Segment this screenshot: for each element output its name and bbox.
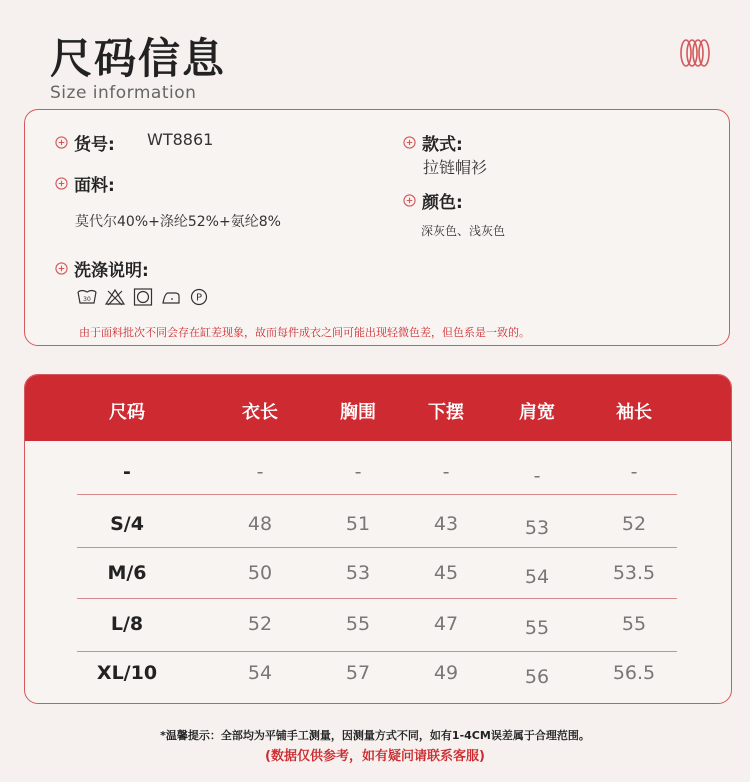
table-cell: 45 xyxy=(433,562,459,584)
table-cell: - xyxy=(354,461,362,483)
plus-circle-icon xyxy=(55,177,68,190)
table-cell: 53 xyxy=(345,562,371,584)
page-title: 尺码信息 xyxy=(50,34,227,83)
table-cell: 50 xyxy=(247,562,273,584)
svg-text:30: 30 xyxy=(83,296,91,303)
table-cell: 53.5 xyxy=(612,562,656,584)
header-sleeve: 袖长 xyxy=(616,402,652,423)
no-bleach-icon xyxy=(105,288,125,306)
size-table xyxy=(24,374,732,704)
table-cell: L/8 xyxy=(110,613,144,635)
table-cell: 49 xyxy=(433,662,459,684)
row-divider xyxy=(77,598,677,599)
table-cell: 52 xyxy=(247,613,273,635)
color-value: 深灰色、浅灰色 xyxy=(421,224,506,238)
table-cell: 47 xyxy=(433,613,459,635)
header-shoulder: 肩宽 xyxy=(519,402,555,423)
plus-circle-icon xyxy=(403,194,416,207)
table-cell: - xyxy=(630,461,638,483)
table-cell: 56 xyxy=(524,666,550,688)
header-length: 衣长 xyxy=(242,402,278,423)
table-header-row xyxy=(25,375,731,441)
plus-circle-icon xyxy=(55,262,68,275)
tumble-dry-icon xyxy=(133,288,153,306)
table-cell: 56.5 xyxy=(612,662,656,684)
header-size: 尺码 xyxy=(109,402,145,423)
wash-30-icon xyxy=(77,288,97,306)
row-divider xyxy=(77,494,677,495)
color-difference-notice: 由于面料批次不同会存在缸差现象，故而每件成衣之间可能出现轻微色差，但色系是一致的。 xyxy=(79,326,530,339)
item-number-field xyxy=(55,130,115,155)
table-cell: - xyxy=(442,461,450,483)
reference-note: (数据仅供参考，如有疑问请联系客服) xyxy=(265,749,485,764)
table-cell: XL/10 xyxy=(96,662,158,684)
color-label: 颜色: xyxy=(422,193,463,213)
page-subtitle: Size information xyxy=(50,83,197,103)
table-cell: - xyxy=(256,461,264,483)
item-number-value: WT8861 xyxy=(147,130,214,149)
style-label: 款式: xyxy=(422,135,463,155)
fabric-label: 面料: xyxy=(74,176,115,196)
table-cell: 51 xyxy=(345,513,371,535)
table-cell: 55 xyxy=(524,617,550,639)
style-value: 拉链帽衫 xyxy=(423,158,488,177)
header-hem: 下摆 xyxy=(428,402,464,423)
measurement-tip: *温馨提示：全部均为平铺手工测量，因测量方式不同，如有1-4CM误差属于合理范围。 xyxy=(160,729,590,742)
brand-rings-icon xyxy=(679,37,711,69)
item-number-label: 货号: xyxy=(74,135,115,155)
table-cell: 43 xyxy=(433,513,459,535)
plus-circle-icon xyxy=(55,136,68,149)
table-cell: 54 xyxy=(247,662,273,684)
table-cell: 57 xyxy=(345,662,371,684)
dry-clean-p-icon xyxy=(189,288,209,306)
fabric-field xyxy=(55,171,115,196)
table-cell: - xyxy=(123,461,131,483)
table-cell: M/6 xyxy=(107,562,147,584)
product-info-card xyxy=(24,109,730,346)
care-icons xyxy=(77,288,209,306)
table-cell: 55 xyxy=(621,613,647,635)
table-cell: 48 xyxy=(247,513,273,535)
svg-text:P: P xyxy=(195,292,203,304)
table-cell: 55 xyxy=(345,613,371,635)
wash-label: 洗涤说明: xyxy=(74,261,149,281)
iron-icon xyxy=(161,288,181,306)
style-field xyxy=(403,130,463,155)
header-chest: 胸围 xyxy=(340,402,376,423)
table-cell: 54 xyxy=(524,566,550,588)
table-cell: - xyxy=(533,465,541,487)
table-cell: 53 xyxy=(524,517,550,539)
fabric-value: 莫代尔40%+涤纶52%+氨纶8% xyxy=(75,214,281,230)
wash-field xyxy=(55,256,149,281)
plus-circle-icon xyxy=(403,136,416,149)
row-divider xyxy=(77,651,677,652)
table-cell: S/4 xyxy=(110,513,144,535)
table-cell: 52 xyxy=(621,513,647,535)
color-field xyxy=(403,188,463,213)
row-divider xyxy=(77,547,677,548)
